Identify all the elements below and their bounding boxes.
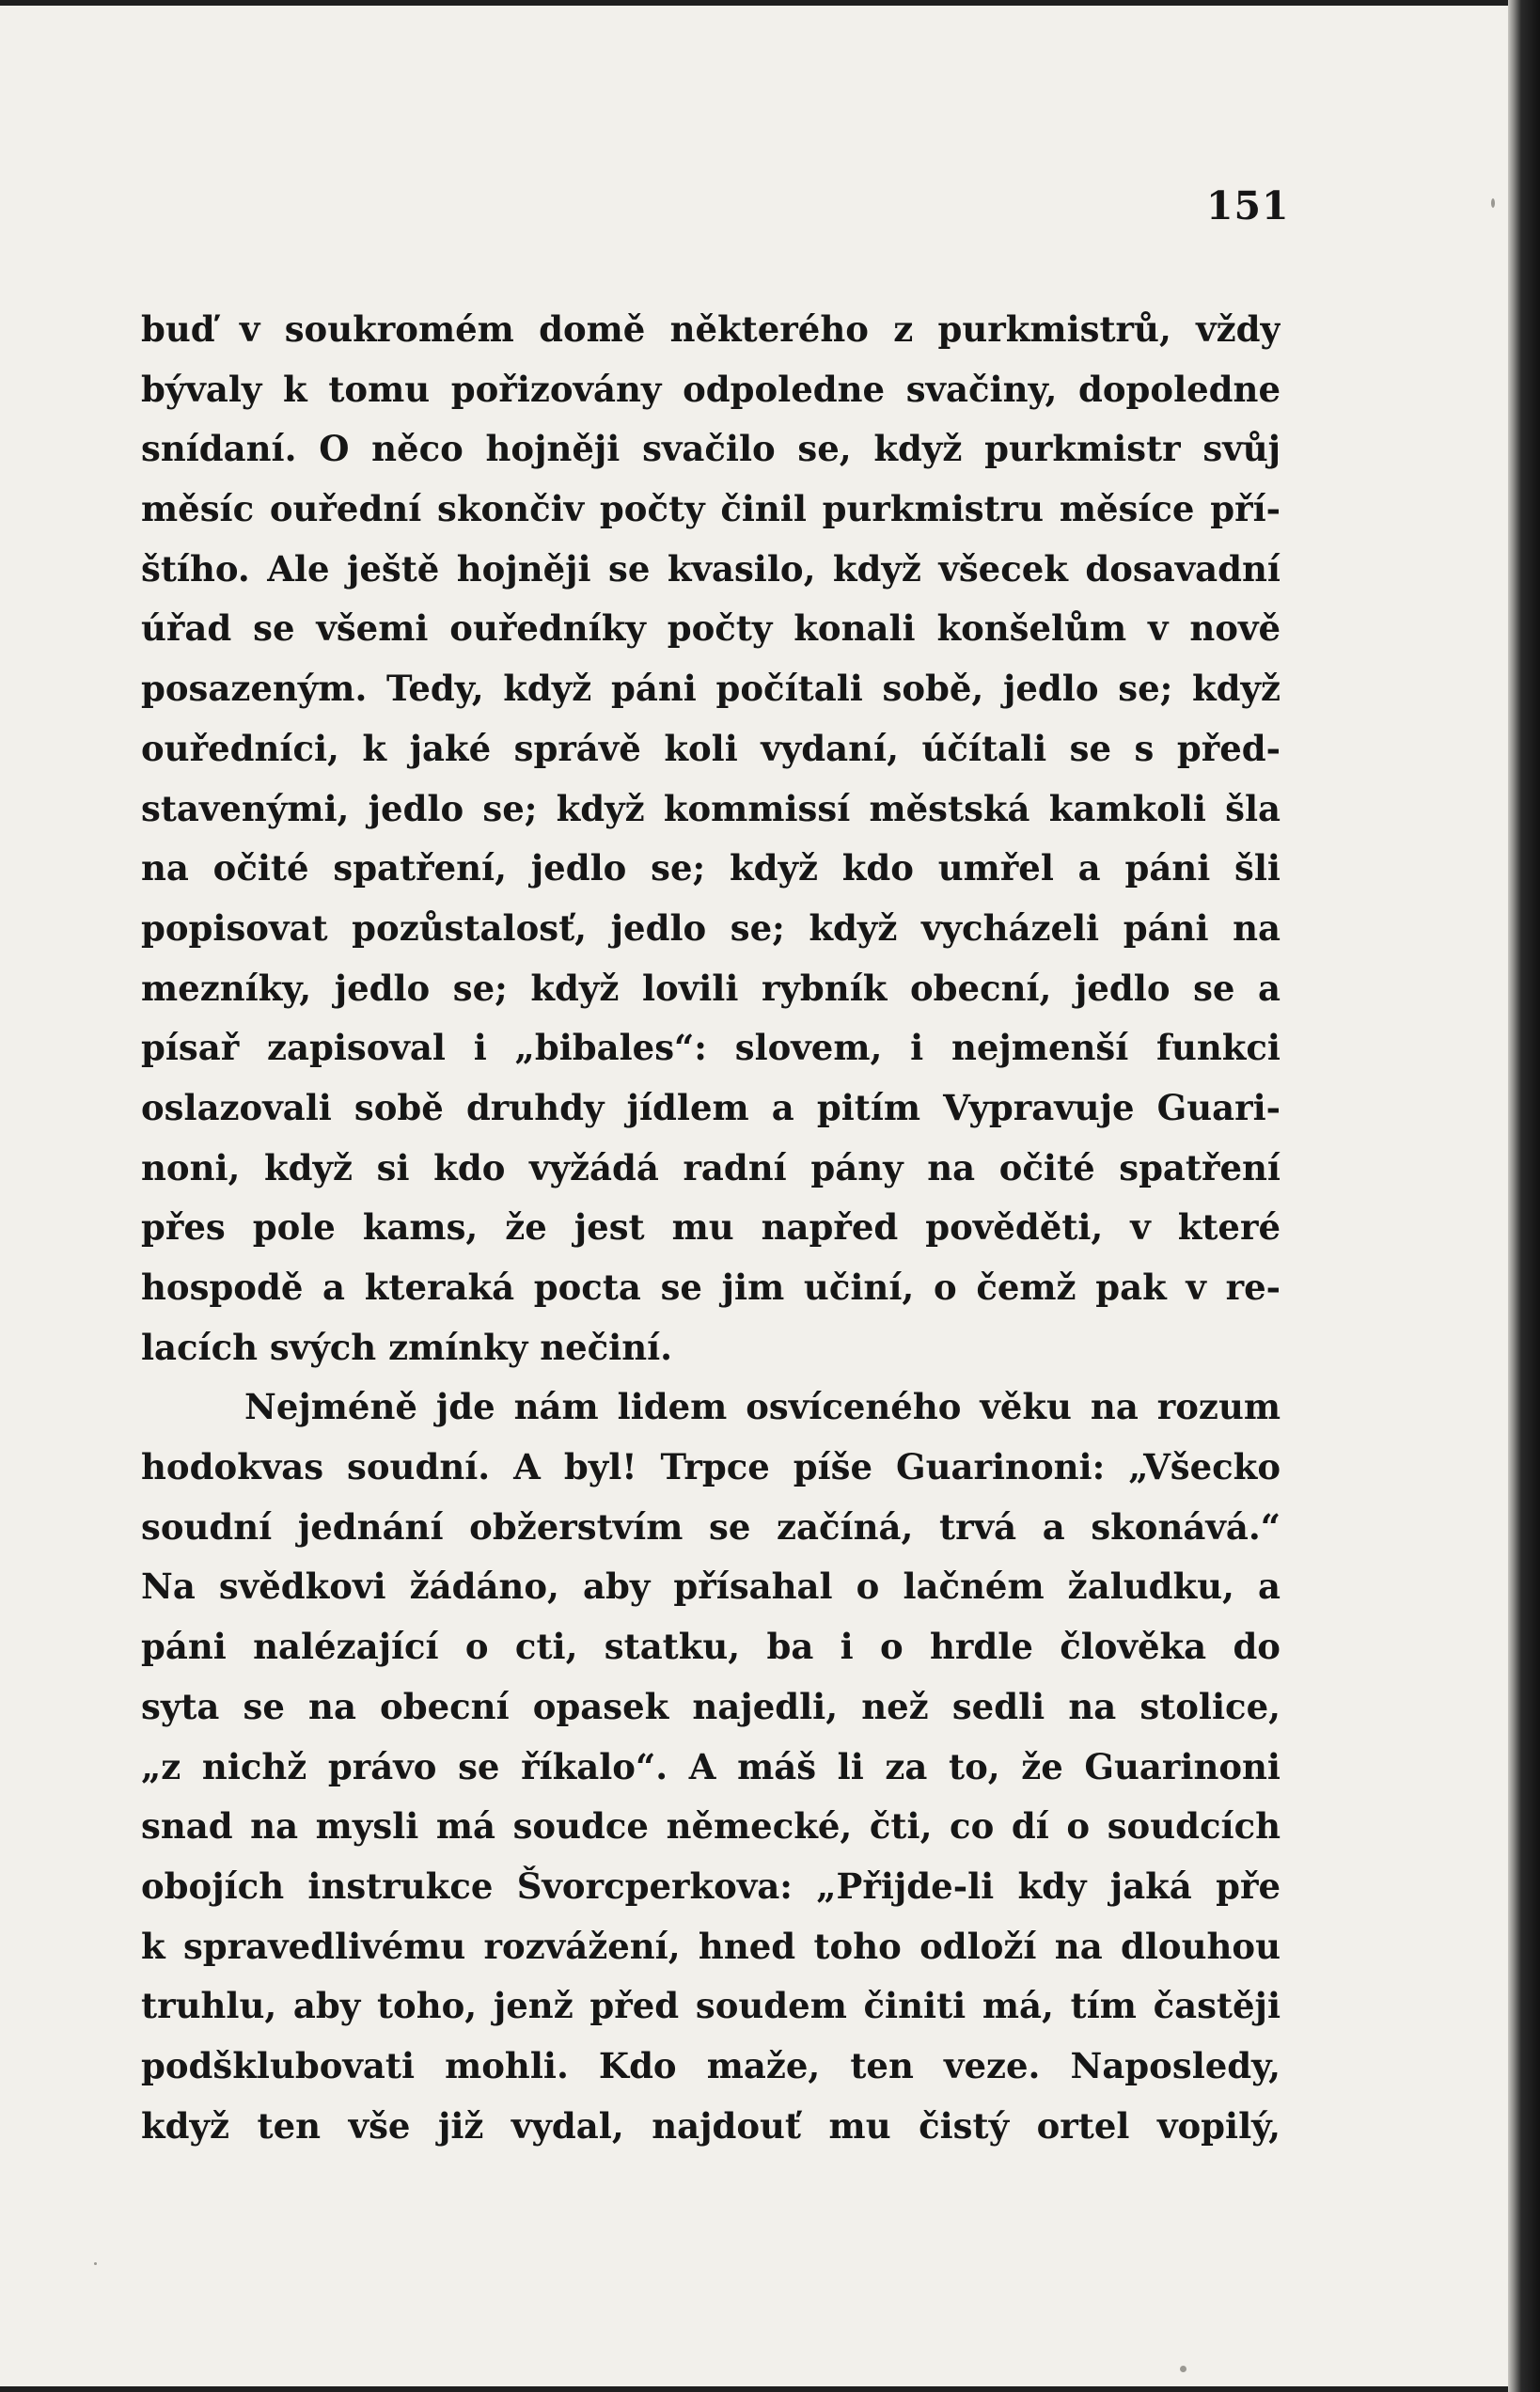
text-line: úřad se všemi ouředníky počty konali konšelům v nově [141,607,1281,650]
body-text [141,300,1281,2156]
text-line: „z nichž právo se říkalo“. A máš li za to, že Guarinoni [141,1745,1281,1787]
paper-speck [94,2262,97,2265]
text-line: hodokvas soudní. A byl! Trpce píše Guarinoni: „Všecko [141,1446,1281,1488]
text-line: posazeným. Tedy, když páni počítali sobě, jedlo se; když [141,668,1281,710]
text-line: bývaly k tomu pořizovány odpoledne svačiny, dopoledne [141,368,1281,410]
text-line: měsíc ouřední skončiv počty činil purkmistru měsíce pří- [141,488,1281,530]
book-page [0,6,1508,2386]
paper-speck [1491,198,1495,208]
text-line: oslazovali sobě druhdy jídlem a pitím Vypravuje Guari- [141,1086,1281,1128]
text-line: syta se na obecní opasek najedli, než sedli na stolice, [141,1685,1281,1727]
text-line: přes pole kams, že jest mu napřed pověděti, v které [141,1206,1281,1249]
text-line: písař zapisoval i „bibales“: slovem, i nejmenší funkci [141,1027,1281,1069]
text-line: mezníky, jedlo se; když lovili rybník obecní, jedlo se a [141,967,1281,1009]
text-line: na očité spatření, jedlo se; když kdo umřel a páni šli [141,847,1281,889]
scan-edge [1508,0,1540,2392]
text-line: hospodě a kteraká pocta se jim učiní, o čemž pak v re- [141,1267,1281,1308]
text-line: podšklubovati mohli. Kdo maže, ten veze. Naposledy, [141,2044,1281,2086]
text-line: snad na mysli má soudce německé, čti, co dí o soudcích [141,1805,1281,1848]
text-line: Nejméně jde nám lidem osvíceného věku na rozum [244,1386,1281,1428]
page-number: 151 [1206,183,1290,228]
text-line: štího. Ale ještě hojněji se kvasilo, když všecek dosavadní [141,547,1281,590]
text-line: truhlu, aby toho, jenž před soudem činiti má, tím častěji [141,1985,1281,2027]
text-line: páni nalézající o cti, statku, ba i o hrdle člověka do [141,1626,1281,1668]
text-line: lacích svých zmínky nečiní. [141,1326,673,1368]
text-line: když ten vše již vydal, najdouť mu čistý ortel vopilý, [141,2104,1281,2147]
text-line: ouředníci, k jaké správě koli vydaní, účítali se s před- [141,727,1281,769]
text-line: stavenými, jedlo se; když kommissí městská kamkoli šla [141,787,1281,829]
text-line: Na svědkovi žádáno, aby přísahal o lačném žaludku, a [141,1566,1281,1608]
text-line: soudní jednání obžerstvím se začíná, trvá a skonává.“ [141,1505,1281,1548]
text-line: buď v soukromém domě některého z purkmistrů, vždy [141,308,1281,350]
text-line: snídaní. O něco hojněji svačilo se, když purkmistr svůj [141,428,1281,470]
text-line: k spravedlivému rozvážení, hned toho odloží na dlouhou [141,1925,1281,1967]
text-line: noni, když si kdo vyžádá radní pány na očité spatření [141,1146,1281,1188]
text-line: obojích instrukce Švorcperkova: „Přijde-li kdy jaká pře [141,1865,1281,1907]
paper-speck [1180,2366,1186,2372]
text-line: popisovat pozůstalosť, jedlo se; když vycházeli páni na [141,906,1281,949]
